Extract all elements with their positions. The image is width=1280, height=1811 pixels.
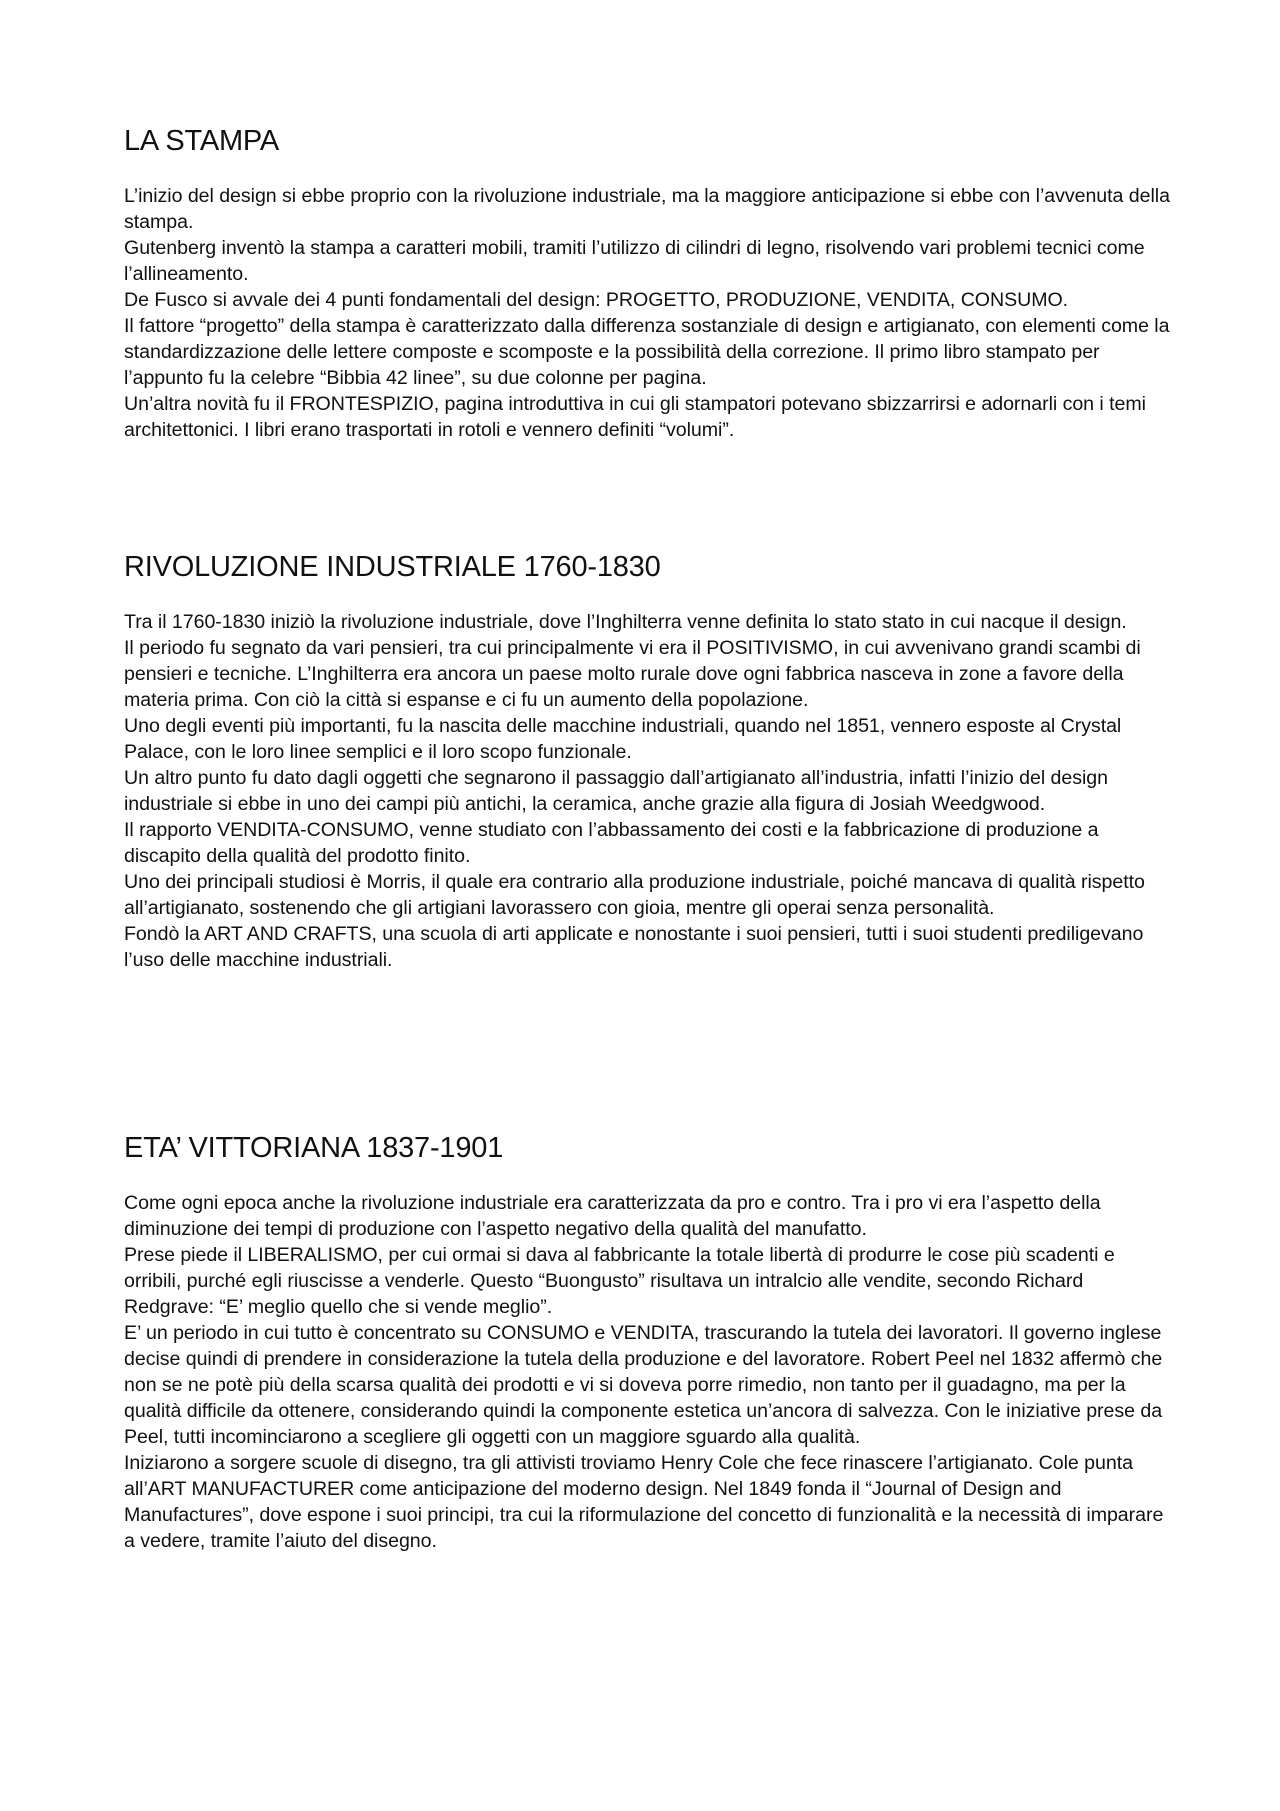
section-la-stampa — [124, 124, 1174, 443]
paragraph: Uno dei principali studiosi è Morris, il quale era contrario alla produzione industriale, poiché mancava di qualità rispetto all’artigianato, sostenendo che gli artigiani lavorassero con gioia, mentre gli operai senza personalità. — [124, 871, 1145, 919]
section-title: RIVOLUZIONE INDUSTRIALE 1760-1830 — [124, 551, 661, 583]
section-eta-vittoriana — [124, 1131, 1174, 1554]
paragraph: Un’altra novità fu il FRONTESPIZIO, pagina introduttiva in cui gli stampatori potevano sbizzarrirsi e adornarli con i temi architettonici. I libri erano trasportati in rotoli e vennero definiti “volumi”. — [124, 393, 1146, 441]
paragraph: De Fusco si avvale dei 4 punti fondamentali del design: PROGETTO, PRODUZIONE, VENDITA, CONSUMO. — [124, 289, 1069, 311]
paragraph: Il periodo fu segnato da vari pensieri, tra cui principalmente vi era il POSITIVISMO, in cui avvenivano grandi scambi di pensieri e tecniche. L’Inghilterra era ancora un paese molto rurale dove ogni fabbrica nasceva in zone a favore della materia prima. Con ciò la città si espanse e ci fu un aumento della popolazione. — [124, 637, 1141, 711]
paragraph: Tra il 1760-1830 iniziò la rivoluzione industriale, dove l’Inghilterra venne definita lo stato stato in cui nacque il design. — [124, 611, 1127, 633]
paragraph: Il rapporto VENDITA-CONSUMO, venne studiato con l’abbassamento dei costi e la fabbricazione di produzione a discapito della qualità del prodotto finito. — [124, 819, 1099, 867]
paragraph: Il fattore “progetto” della stampa è caratterizzato dalla differenza sostanziale di design e artigianato, con elementi come la standardizzazione delle lettere composte e scomposte e la possibilità della correzione. Il primo libro stampato per l’appunto fu la celebre “Bibbia 42 linee”, su due colonne per pagina. — [124, 315, 1170, 389]
paragraph: E’ un periodo in cui tutto è concentrato su CONSUMO e VENDITA, trascurando la tutela dei lavoratori. Il governo inglese decise quindi di prendere in considerazione la tutela della produzione e del lavoratore. Robert Peel nel 1832 affermò che non se ne potè più della scarsa qualità dei prodotti e vi si doveva porre rimedio, non tanto per il guadagno, ma per la qualità difficile da ottenere, considerando quindi la componente estetica un’ancora di salvezza. Con le iniziative prese da Peel, tutti incominciarono a scegliere gli oggetti con un maggiore sguardo alla qualità. — [124, 1322, 1163, 1448]
paragraph: Prese piede il LIBERALISMO, per cui ormai si dava al fabbricante la totale libertà di produrre le cose più scadenti e orribili, purché egli riuscisse a venderle. Questo “Buongusto” risultava un intralcio alle vendite, secondo Richard Redgrave: “E’ meglio quello che si vende meglio”. — [124, 1244, 1115, 1318]
paragraph: Come ogni epoca anche la rivoluzione industriale era caratterizzata da pro e contro. Tra i pro vi era l’aspetto della diminuzione dei tempi di produzione con l’aspetto negativo della qualità del manufatto. — [124, 1192, 1101, 1240]
section-body — [124, 609, 1174, 973]
paragraph: Fondò la ART AND CRAFTS, una scuola di arti applicate e nonostante i suoi pensieri, tutti i suoi studenti prediligevano l’uso delle macchine industriali. — [124, 923, 1144, 971]
paragraph: Un altro punto fu dato dagli oggetti che segnarono il passaggio dall’artigianato all’industria, infatti l’inizio del design industriale si ebbe in uno dei campi più antichi, la ceramica, anche grazie alla figura di Josiah Weedgwood. — [124, 767, 1108, 815]
paragraph: Uno degli eventi più importanti, fu la nascita delle macchine industriali, quando nel 1851, vennero esposte al Crystal Palace, con le loro linee semplici e il loro scopo funzionale. — [124, 715, 1122, 763]
section-body — [124, 183, 1174, 443]
paragraph: Gutenberg inventò la stampa a caratteri mobili, tramiti l’utilizzo di cilindri di legno, risolvendo vari problemi tecnici come l’allineamento. — [124, 237, 1145, 285]
section-rivoluzione-industriale — [124, 550, 1174, 973]
section-title: LA STAMPA — [124, 125, 280, 157]
paragraph: L’inizio del design si ebbe proprio con la rivoluzione industriale, ma la maggiore anticipazione si ebbe con l’avvenuta della stampa. — [124, 185, 1170, 233]
section-body — [124, 1190, 1174, 1554]
section-title: ETA’ VITTORIANA 1837-1901 — [124, 1132, 504, 1164]
paragraph: Iniziarono a sorgere scuole di disegno, tra gli attivisti troviamo Henry Cole che fece rinascere l’artigianato. Cole punta all’ART MANUFACTURER come anticipazione del moderno design. Nel 1849 fonda il “Journal of Design and Manufactures”, dove espone i suoi principi, tra cui la riformulazione del concetto di funzionalità e la necessità di imparare a vedere, tramite l’aiuto del disegno. — [124, 1452, 1164, 1552]
